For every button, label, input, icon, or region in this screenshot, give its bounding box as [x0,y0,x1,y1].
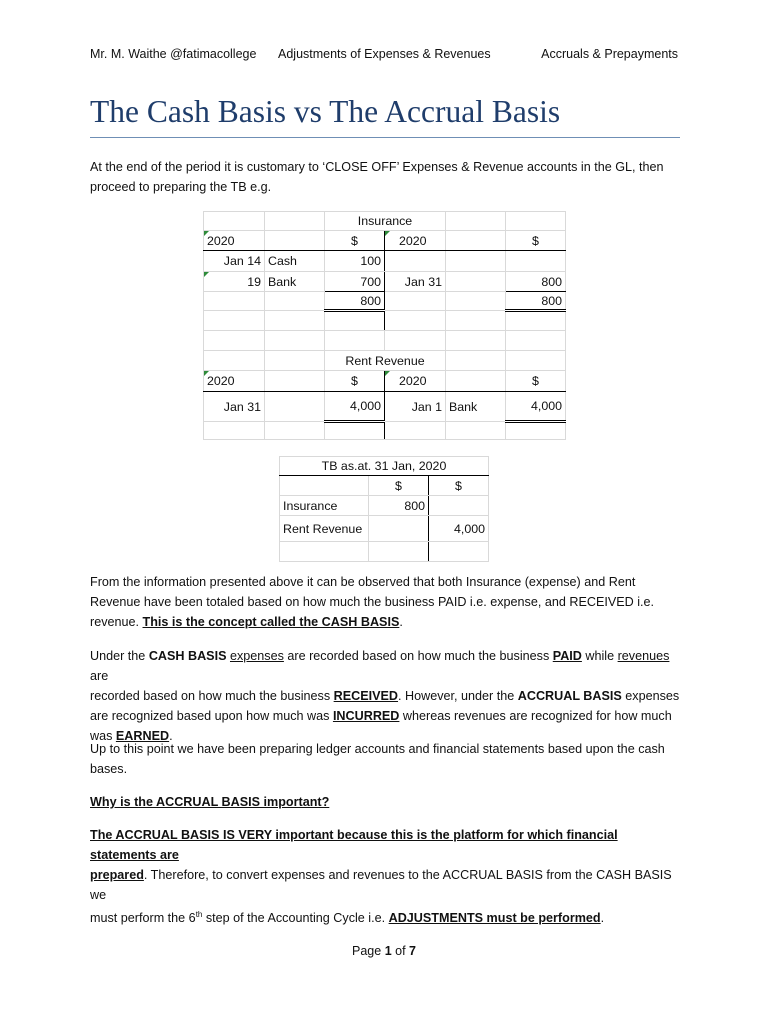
insurance-row2-date: 19 [204,272,265,292]
tb-row-label: Rent Revenue [280,516,369,542]
tb-row-insurance [280,496,489,516]
text: step of the Accounting Cycle i.e. [202,911,389,926]
term-incurred: INCURRED [332,709,400,723]
insurance-row-2 [204,272,566,292]
insurance-head-row [204,231,566,251]
up-to-paragraph [90,739,682,779]
question-heading [90,792,682,812]
text: are [90,669,109,683]
tb-title-row [280,457,489,476]
tb-row-label: Insurance [280,496,369,516]
term-paid: PAID [552,649,582,663]
header-author: Mr. M. Waithe @fatimacollege [90,47,257,61]
insurance-total-left: 800 [325,292,385,311]
footer-page-number: 1 [384,944,392,958]
tb-row-debit [369,516,429,542]
rent-row1-date: Jan 31 [204,392,265,422]
cash-basis-paragraph [90,646,682,746]
insurance-row1-date: Jan 14 [204,251,265,272]
header-section: Accruals & Prepayments [541,47,678,61]
tb-row-debit: 800 [369,496,429,516]
intro-line-2: proceed to preparing the TB e.g. [90,180,272,194]
adjustments-text: ADJUSTMENTS must be performed [388,911,601,926]
rent-row1-detail-right: Bank [446,392,506,422]
superscript: th [195,910,203,919]
period: . [399,615,403,629]
observation-line-3: revenue. [90,615,143,629]
question-text: Why is the ACCRUAL BASIS important? [90,795,330,809]
tb-head-row [280,476,489,496]
tb-title: TB as.at. 31 Jan, 2020 [280,457,489,476]
term-revenues: revenues [617,649,670,663]
insurance-row-1 [204,251,566,272]
insurance-row1-amount: 100 [325,251,385,272]
page-title: The Cash Basis vs The Accrual Basis [90,94,561,129]
trial-balance-table [279,456,489,562]
insurance-total-right: 800 [506,292,566,311]
intro-line-1: At the end of the period it is customary to ‘CLOSE OFF’ Expenses & Revenue accounts in the GL, then [90,160,664,174]
rent-year-right: 2020 [385,371,446,392]
cash-basis-concept: This is the concept called the CASH BASIS [142,615,400,629]
text: was [90,729,116,743]
text: are recognized based upon how much was [90,709,333,723]
footer-page-total: 7 [409,944,416,958]
term-accrual-basis: ACCRUAL BASIS [517,689,622,703]
insurance-total-row [204,292,566,311]
tb-row-credit [429,496,489,516]
insurance-row2-amount-right: 800 [506,272,566,292]
tb-row-rent [280,516,489,542]
observation-line-2: Revenue have been totaled based on how much the business PAID i.e. expense, and RECEIVED i.e. [90,595,655,609]
observation-line-1: From the information presented above it can be observed that both Insurance (expense) and Rent [90,575,636,589]
term-earned: EARNED [115,729,170,743]
term-cash-basis: CASH BASIS [148,649,227,663]
text: are recorded based on how much the business [283,649,553,663]
accrual-importance-line: The ACCRUAL BASIS IS VERY important because this is the platform for which financial statements are [90,828,618,862]
footer-page-word: Page [352,944,385,958]
insurance-row2-amount: 700 [325,272,385,292]
insurance-year-left: 2020 [204,231,265,251]
insurance-year-right: 2020 [385,231,446,251]
up-to-line-2: bases. [90,762,128,776]
tb-row-credit: 4,000 [429,516,489,542]
text: recorded based on how much the business [90,689,334,703]
text: expenses [621,689,680,703]
term-received: RECEIVED [333,689,399,703]
observation-paragraph [90,572,682,632]
rent-row1-date-right: Jan 1 [385,392,446,422]
text: . Therefore, to convert expenses and revenues to the ACCRUAL BASIS from the CASH BASIS we [90,868,672,902]
text: . However, under the [398,689,518,703]
accrual-paragraph [90,825,682,928]
text: . [169,729,173,743]
header-topic: Adjustments of Expenses & Revenues [278,47,491,61]
intro-paragraph [90,157,682,197]
text: whereas revenues are recognized for how much [399,709,672,723]
rent-head-row [204,371,566,392]
text: Under the [90,649,149,663]
rent-title-row [204,351,566,371]
text: while [581,649,618,663]
rent-row1-amount-right: 4,000 [506,392,566,422]
insurance-row2-detail: Bank [265,272,325,292]
rent-title: Rent Revenue [325,351,446,371]
insurance-row2-date-right: Jan 31 [385,272,446,292]
term-expenses: expenses [229,649,284,663]
insurance-dollar-right: $ [506,231,566,251]
footer-of-word: of [391,944,410,958]
rent-dollar-right: $ [506,371,566,392]
text: must perform the 6 [90,911,196,926]
text: . [600,911,605,926]
rent-dollar-left: $ [325,371,385,392]
tb-col-debit: $ [369,476,429,496]
title-underline [90,137,680,138]
rent-year-left: 2020 [204,371,265,392]
tb-col-credit: $ [429,476,489,496]
insurance-dollar-left: $ [325,231,385,251]
ledger-accounts-table [203,211,566,440]
page-header [90,47,680,65]
up-to-line-1: Up to this point we have been preparing ledger accounts and financial statements based upon the cash [90,742,665,756]
rent-row1-amount: 4,000 [325,392,385,422]
accrual-prepared: prepared [90,868,144,882]
rent-row-1 [204,392,566,422]
insurance-title-row [204,212,566,231]
insurance-row1-detail: Cash [265,251,325,272]
insurance-title: Insurance [325,212,446,231]
page-footer [0,944,768,958]
